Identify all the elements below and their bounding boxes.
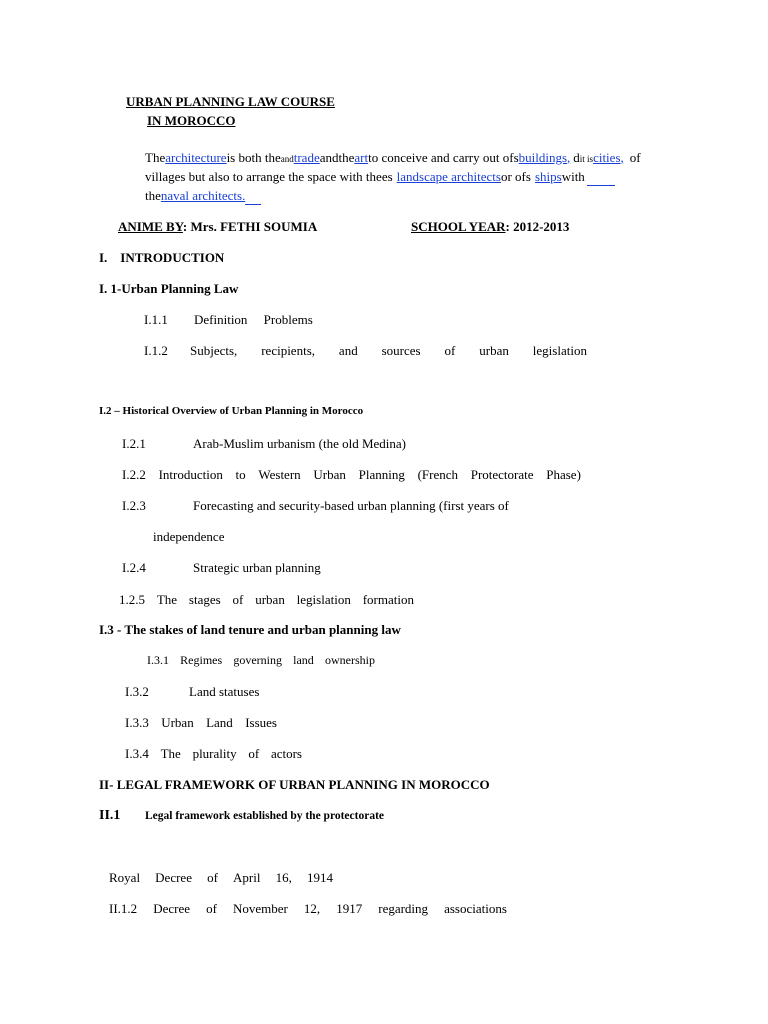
- school-year-label: SCHOOL YEAR: [411, 219, 506, 234]
- item-i-3-2: I.3.2 Land statuses: [125, 684, 260, 699]
- section-introduction: I. INTRODUCTION: [99, 250, 225, 265]
- item-i-2-2: I.2.2 Introduction to Western Urban Planning (French Protectorate Phase): [122, 467, 581, 482]
- section-legal-framework: II- LEGAL FRAMEWORK OF URBAN PLANNING IN MOROCCO: [99, 777, 490, 792]
- intro-line-1: Thearchitectureis both theandtradeandtheartto conceive and carry out ofsbuildings, dit iscities, of: [145, 150, 641, 165]
- item-i-3-4: I.3.4 The plurality of actors: [125, 746, 302, 761]
- link-ships[interactable]: ships: [534, 169, 562, 184]
- author-line: [118, 219, 317, 235]
- link-naval-architects[interactable]: naval architects.: [160, 188, 246, 203]
- section-land-tenure: I.3 - The stakes of land tenure and urban planning law: [99, 622, 401, 637]
- link-cities[interactable]: cities: [593, 150, 621, 165]
- link-blank-1[interactable]: [587, 169, 615, 186]
- course-subtitle: IN MOROCCO: [147, 113, 236, 128]
- link-buildings[interactable]: buildings: [518, 150, 568, 165]
- section-historical-overview: I.2 – Historical Overview of Urban Planning in Morocco: [99, 405, 364, 417]
- item-1-2-5: 1.2.5 The stages of urban legislation formation: [119, 592, 414, 607]
- intro-line-2: villages but also to arrange the space with thees landscape architectsor ofs shipswith: [145, 169, 615, 186]
- school-year-value: : 2012-2013: [505, 219, 570, 234]
- item-royal-decree: Royal Decree of April 16, 1914: [109, 870, 333, 885]
- school-year-line: [411, 219, 569, 235]
- link-trade[interactable]: trade: [293, 150, 320, 165]
- course-title-line-1: [120, 94, 335, 110]
- course-title: URBAN PLANNING LAW COURSE: [126, 94, 335, 109]
- author-label: ANIME BY: [118, 219, 183, 234]
- item-i-2-3: I.2.3 Forecasting and security-based urban planning (first years of: [122, 498, 509, 513]
- item-i-2-1: I.2.1 Arab-Muslim urbanism (the old Medina): [122, 436, 407, 451]
- author-value: : Mrs. FETHI SOUMIA: [182, 219, 318, 234]
- link-landscape-architects[interactable]: landscape architects: [396, 169, 501, 184]
- link-architecture[interactable]: architecture: [165, 150, 227, 165]
- item-i-1-1: I.1.1 Definition Problems: [144, 312, 313, 327]
- section-urban-planning-law: I. 1-Urban Planning Law: [99, 281, 239, 296]
- item-i-3-3: I.3.3 Urban Land Issues: [125, 715, 277, 730]
- item-i-2-3-continued: independence: [153, 529, 225, 544]
- item-ii-1: II.1 Legal framework established by the protectorate: [99, 808, 385, 823]
- item-i-1-2: I.1.2: [144, 343, 168, 358]
- item-i-3-1: I.3.1 Regimes governing land ownership: [147, 653, 375, 667]
- intro-line-3: thenaval architects.: [145, 188, 261, 205]
- item-i-1-2-text: Subjects, recipients, and sources of urban legislation: [190, 343, 587, 358]
- item-ii-1-2: II.1.2 Decree of November 12, 1917 regarding associations: [109, 901, 507, 916]
- link-blank-2[interactable]: [245, 188, 261, 205]
- item-i-2-4: I.2.4 Strategic urban planning: [122, 560, 321, 575]
- link-art[interactable]: art: [354, 150, 369, 165]
- course-title-line-2: [147, 113, 235, 129]
